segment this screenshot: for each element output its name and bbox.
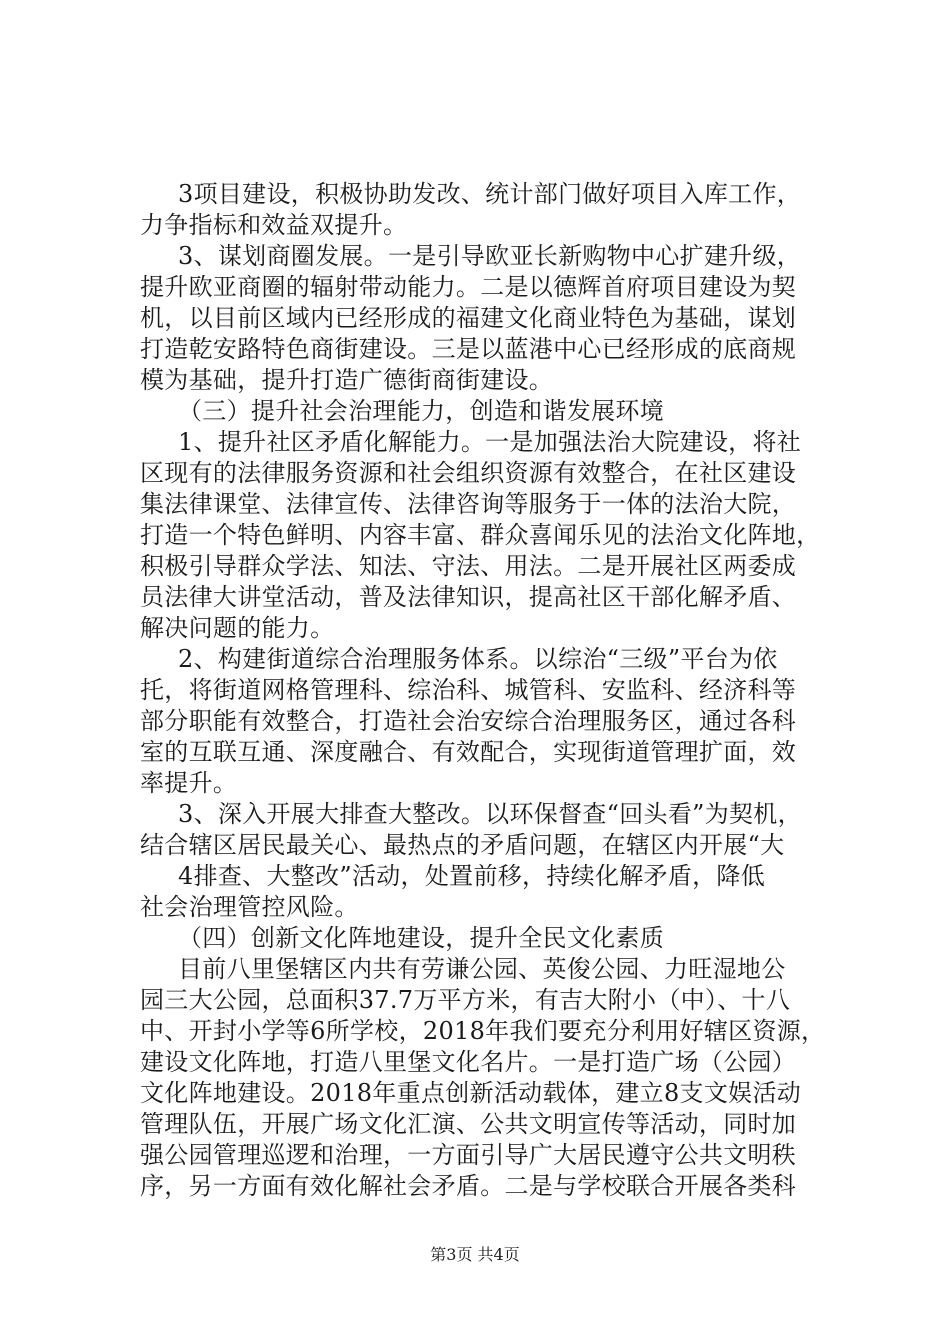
body-line: 提升欧亚商圈的辐射带动能力。二是以德辉首府项目建设为契 [140,273,797,301]
section-heading: （四）创新文化阵地建设，提升全民文化素质 [178,924,664,952]
section-heading: （三）提升社会治理能力，创造和谐发展环境 [178,397,664,425]
body-line: 区现有的法律服务资源和社会组织资源有效整合，在社区建设 [140,459,797,487]
body-line: 强公园管理巡逻和治理，一方面引导广大居民遵守公共文明秩 [140,1141,797,1169]
page-number: 第3页 共4页 [430,1245,520,1264]
body-line: 3项目建设，积极协助发改、统计部门做好项目入库工作， [178,180,802,208]
body-line: 管理队伍，开展广场文化汇演、公共文明宣传等活动，同时加 [140,1110,797,1138]
body-line: 目前八里堡辖区内共有劳谦公园、英俊公园、力旺湿地公 [178,955,786,983]
body-line: 模为基础，提升打造广德街商街建设。 [140,366,554,394]
body-line: 部分职能有效整合，打造社会治安综合治理服务区，通过各科 [140,707,797,735]
body-line: 打造乾安路特色商街建设。三是以蓝港中心已经形成的底商规 [140,335,797,363]
body-line: 打造一个特色鲜明、内容丰富、群众喜闻乐见的法治文化阵地， [140,521,821,549]
body-line: 力争指标和效益双提升。 [140,211,408,239]
body-line: 结合辖区居民最关心、最热点的矛盾问题，在辖区内开展“大 [140,831,785,859]
body-line: 室的互联互通、深度融合、有效配合，实现街道管理扩面，效 [140,738,797,766]
body-line: 解决问题的能力。 [140,614,335,642]
body-line: 序，另一方面有效化解社会矛盾。二是与学校联合开展各类科 [140,1172,797,1200]
body-line: 3、谋划商圈发展。一是引导欧亚长新购物中心扩建升级， [178,242,802,270]
body-line: 文化阵地建设。2018年重点创新活动载体，建立8支文娱活动 [140,1079,802,1107]
body-line: 率提升。 [140,769,238,797]
body-line: 1、提升社区矛盾化解能力。一是加强法治大院建设，将社 [178,428,802,456]
body-line: 3、深入开展大排查大整改。以环保督查“回头看”为契机， [178,800,802,828]
body-line: 机，以目前区域内已经形成的福建文化商业特色为基础，谋划 [140,304,797,332]
body-line: 园三大公园，总面积37.7万平方米，有吉大附小（中）、十八 [140,986,791,1014]
body-line: 员法律大讲堂活动，普及法律知识，提高社区干部化解矛盾、 [140,583,797,611]
body-line: 2、构建街道综合治理服务体系。以综治“三级”平台为依 [178,645,778,673]
body-line: 建设文化阵地，打造八里堡文化名片。一是打造广场（公园） [140,1048,797,1076]
body-line: 中、开封小学等6所学校，2018年我们要充分利用好辖区资源， [140,1017,826,1045]
body-line: 积极引导群众学法、知法、守法、用法。二是开展社区两委成 [140,552,797,580]
body-line: 社会治理管控风险。 [140,893,359,921]
body-line: 集法律课堂、法律宣传、法律咨询等服务于一体的法治大院， [140,490,797,518]
body-line: 4排查、大整改”活动，处置前移，持续化解矛盾，降低 [178,862,766,890]
body-line: 托，将街道网格管理科、综治科、城管科、安监科、经济科等 [140,676,797,704]
